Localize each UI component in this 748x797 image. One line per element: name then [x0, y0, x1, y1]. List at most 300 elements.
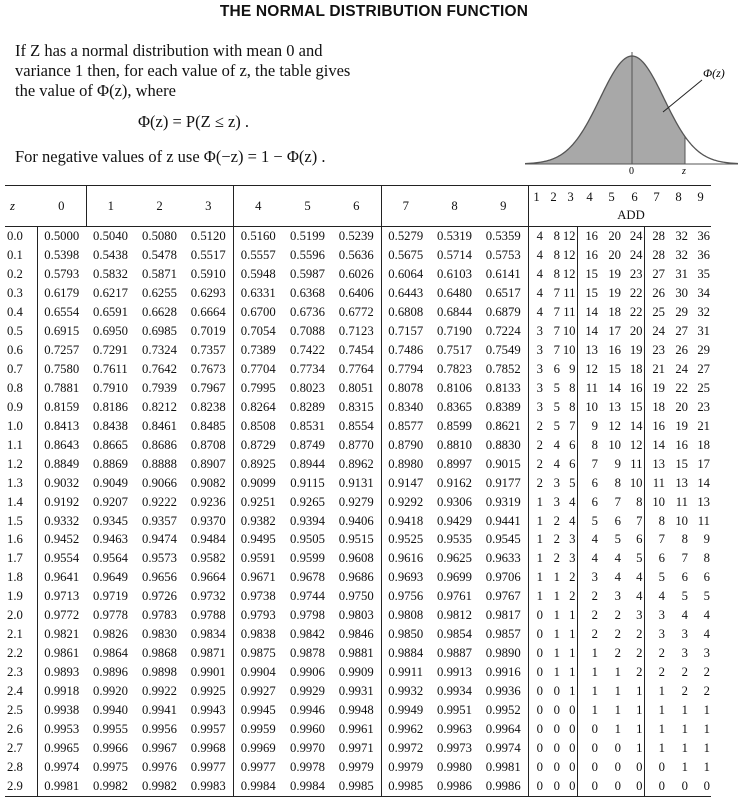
probability-cell: 0.5279 [388, 228, 424, 243]
probability-cell: 0.8686 [142, 437, 177, 452]
probability-cell: 0.9925 [184, 682, 233, 701]
add-cell: 0 [553, 760, 560, 775]
probability-cell: 0.5596 [290, 247, 325, 262]
probability-cell: 0.6700 [240, 304, 276, 319]
add-cell: 11 [585, 380, 598, 395]
z-value: 0.2 [5, 265, 37, 284]
z-value: 0.0 [5, 227, 37, 246]
add-cell: 24 [621, 246, 644, 265]
probability-cell: 0.7257 [44, 342, 80, 357]
add-cell: 2 [560, 587, 577, 606]
probability-cell: 0.9846 [332, 625, 381, 644]
probability-cell: 0.9115 [290, 475, 325, 490]
probability-cell: 0.6591 [93, 304, 128, 319]
probability-cell: 0.8023 [290, 380, 325, 395]
probability-cell: 0.8289 [290, 399, 325, 414]
probability-cell: 0.7611 [93, 361, 128, 376]
add-cell: 1 [560, 625, 577, 644]
probability-cell: 0.9916 [479, 663, 528, 682]
probability-cell: 0.5793 [44, 266, 80, 281]
probability-cell: 0.9881 [332, 644, 381, 663]
z-value: 0.3 [5, 284, 37, 303]
add-cell: 4 [703, 608, 710, 623]
probability-cell: 0.9979 [332, 758, 381, 777]
add-cell: 2 [614, 646, 621, 661]
probability-cell: 0.9099 [240, 475, 276, 490]
table-row [5, 777, 711, 796]
probability-cell: 0.8531 [290, 418, 325, 433]
add-cell: 0 [658, 779, 665, 794]
probability-cell: 0.9857 [479, 625, 528, 644]
probability-cell: 0.9783 [142, 608, 177, 623]
add-cell: 7 [553, 342, 560, 357]
probability-cell: 0.9982 [142, 779, 177, 794]
probability-cell: 0.9808 [388, 608, 424, 623]
phi-pointer-line [663, 80, 702, 112]
add-cell: 1 [536, 494, 543, 509]
probability-cell: 0.8708 [184, 436, 233, 455]
add-cell: 4 [553, 456, 560, 471]
probability-cell: 0.8315 [332, 398, 381, 417]
probability-cell: 0.9599 [290, 551, 325, 566]
probability-cell: 0.9946 [290, 703, 325, 718]
probability-cell: 0.9744 [290, 589, 325, 604]
add-cell: 11 [652, 475, 665, 490]
probability-cell: 0.9961 [332, 720, 381, 739]
z-value: 2.3 [5, 663, 37, 682]
add-cell: 4 [536, 304, 543, 319]
add-cell: 3 [681, 646, 688, 661]
add-cell: 0 [560, 720, 577, 739]
add-cell: 3 [658, 608, 665, 623]
add-cell: 0 [553, 684, 560, 699]
add-column-header: 8 [675, 190, 682, 204]
probability-cell: 0.8599 [437, 418, 472, 433]
probability-cell: 0.9977 [184, 758, 233, 777]
z-value: 2.5 [5, 701, 37, 720]
probability-cell: 0.8051 [332, 379, 381, 398]
add-cell: 0 [536, 703, 543, 718]
add-cell: 3 [553, 475, 560, 490]
probability-cell: 0.9934 [437, 684, 472, 699]
probability-cell: 0.5714 [437, 247, 472, 262]
probability-cell: 0.9192 [44, 494, 80, 509]
add-cell: 15 [675, 456, 688, 471]
add-cell: 1 [560, 644, 577, 663]
add-cell: 6 [591, 494, 598, 509]
probability-cell: 0.9887 [437, 646, 472, 661]
add-cell: 1 [681, 703, 688, 718]
probability-cell: 0.9495 [240, 532, 276, 547]
add-cell: 7 [681, 551, 688, 566]
add-cell: 14 [585, 304, 598, 319]
z-value: 1.3 [5, 474, 37, 493]
probability-cell: 0.9931 [332, 682, 381, 701]
probability-cell: 0.9082 [184, 474, 233, 493]
add-cell: 4 [703, 627, 710, 642]
probability-cell: 0.9750 [332, 587, 381, 606]
add-cell: 1 [591, 684, 598, 699]
add-cell: 0 [553, 703, 560, 718]
shaded-area [525, 56, 685, 164]
probability-cell: 0.9884 [388, 646, 424, 661]
probability-cell: 0.8365 [437, 399, 472, 414]
column-header: 9 [479, 186, 528, 227]
probability-cell: 0.8810 [437, 437, 472, 452]
add-cell: 4 [621, 587, 644, 606]
probability-cell: 0.9803 [332, 606, 381, 625]
add-cell: 4 [536, 228, 543, 243]
probability-cell: 0.7764 [332, 360, 381, 379]
add-cell: 25 [697, 380, 710, 395]
probability-cell: 0.9929 [290, 684, 325, 699]
add-cell: 7 [591, 456, 598, 471]
add-cell: 8 [553, 247, 560, 262]
add-cell: 1 [553, 608, 560, 623]
z-value: 0.7 [5, 360, 37, 379]
probability-cell: 0.9952 [479, 701, 528, 720]
probability-cell: 0.9838 [240, 627, 276, 642]
z-value: 2.1 [5, 625, 37, 644]
probability-cell: 0.9452 [44, 532, 80, 547]
column-header: 6 [332, 186, 381, 227]
add-cell: 2 [536, 418, 543, 433]
probability-cell: 0.9573 [142, 551, 177, 566]
add-cell: 10 [560, 322, 577, 341]
probability-cell: 0.7019 [184, 322, 233, 341]
add-cell: 7 [658, 532, 665, 547]
add-cell: 19 [675, 418, 688, 433]
probability-cell: 0.9265 [290, 494, 325, 509]
probability-cell: 0.9951 [437, 703, 472, 718]
add-cell: 3 [591, 570, 598, 585]
probability-cell: 0.5517 [184, 246, 233, 265]
add-column-header: 9 [697, 190, 704, 204]
table-row [5, 455, 711, 474]
add-cell: 4 [536, 285, 543, 300]
probability-cell: 0.9976 [142, 760, 177, 775]
add-cell: 28 [652, 228, 665, 243]
add-cell: 4 [614, 551, 621, 566]
probability-cell: 0.7123 [332, 322, 381, 341]
probability-cell: 0.9463 [93, 532, 128, 547]
probability-cell: 0.8643 [44, 437, 80, 452]
add-cell: 4 [536, 247, 543, 262]
probability-cell: 0.8078 [388, 380, 424, 395]
probability-cell: 0.7734 [290, 361, 325, 376]
probability-cell: 0.6844 [437, 304, 472, 319]
probability-cell: 0.9977 [240, 760, 276, 775]
add-cell: 3 [536, 361, 543, 376]
add-cell: 8 [703, 551, 710, 566]
add-cell: 8 [681, 532, 688, 547]
probability-cell: 0.7673 [184, 360, 233, 379]
probability-cell: 0.9906 [290, 665, 325, 680]
add-cell: 20 [675, 399, 688, 414]
add-cell: 1 [614, 665, 621, 680]
probability-cell: 0.9207 [93, 494, 128, 509]
probability-cell: 0.9633 [479, 549, 528, 568]
add-cell: 1 [703, 741, 710, 756]
probability-cell: 0.9535 [437, 532, 472, 547]
column-header: 5 [304, 198, 311, 213]
probability-cell: 0.9957 [184, 720, 233, 739]
z-value: 1.6 [5, 531, 37, 550]
probability-cell: 0.9893 [44, 665, 80, 680]
probability-cell: 0.6406 [332, 284, 381, 303]
add-cell: 0 [614, 760, 621, 775]
probability-cell: 0.8790 [388, 437, 424, 452]
probability-cell: 0.9896 [93, 665, 128, 680]
probability-cell: 0.8389 [479, 398, 528, 417]
add-header-label: ADD [617, 208, 645, 222]
probability-cell: 0.8830 [479, 436, 528, 455]
add-cell: 29 [697, 342, 710, 357]
add-cell: 6 [560, 436, 577, 455]
probability-cell: 0.9922 [142, 684, 177, 699]
probability-cell: 0.7454 [332, 341, 381, 360]
add-cell: 4 [614, 570, 621, 585]
z-value: 1.7 [5, 549, 37, 568]
probability-cell: 0.9983 [184, 777, 233, 796]
probability-cell: 0.9564 [93, 551, 128, 566]
probability-cell: 0.8770 [332, 436, 381, 455]
add-cell: 0 [536, 646, 543, 661]
add-cell: 4 [658, 589, 665, 604]
probability-cell: 0.9959 [240, 722, 276, 737]
probability-cell: 0.5910 [184, 265, 233, 284]
probability-cell: 0.7517 [437, 342, 472, 357]
probability-cell: 0.8264 [240, 399, 276, 414]
probability-cell: 0.9974 [479, 739, 528, 758]
add-cell: 9 [560, 360, 577, 379]
probability-cell: 0.9842 [290, 627, 325, 642]
add-cell: 5 [560, 474, 577, 493]
probability-cell: 0.9484 [184, 531, 233, 550]
z-value: 2.4 [5, 682, 37, 701]
column-header: 1 [107, 198, 114, 213]
probability-cell: 0.9441 [479, 512, 528, 531]
add-cell: 1 [658, 684, 665, 699]
probability-cell: 0.9830 [142, 627, 177, 642]
add-cell: 4 [621, 568, 644, 587]
probability-cell: 0.5000 [44, 228, 80, 243]
probability-cell: 0.6443 [388, 285, 424, 300]
add-cell: 0 [536, 665, 543, 680]
zero-label: 0 [629, 166, 634, 177]
probability-cell: 0.9890 [479, 644, 528, 663]
z-value: 1.1 [5, 436, 37, 455]
add-cell: 1 [621, 682, 644, 701]
probability-cell: 0.9505 [290, 532, 325, 547]
add-cell: 0 [560, 701, 577, 720]
add-cell: 19 [652, 380, 665, 395]
table-body [5, 227, 711, 797]
probability-cell: 0.9788 [184, 606, 233, 625]
probability-cell: 0.8980 [388, 456, 424, 471]
probability-cell: 0.9978 [290, 760, 325, 775]
add-cell: 11 [560, 284, 577, 303]
probability-cell: 0.8461 [142, 418, 177, 433]
add-cell: 29 [675, 304, 688, 319]
probability-cell: 0.9984 [240, 779, 276, 794]
probability-cell: 0.9948 [332, 701, 381, 720]
probability-cell: 0.7224 [479, 322, 528, 341]
add-cell: 12 [560, 265, 577, 284]
add-cell: 4 [553, 437, 560, 452]
add-cell: 31 [675, 266, 688, 281]
add-cell: 20 [621, 322, 644, 341]
table-row [5, 227, 711, 246]
add-cell: 8 [553, 228, 560, 243]
probability-cell: 0.8849 [44, 456, 80, 471]
add-cell: 6 [560, 455, 577, 474]
add-cell: 1 [614, 722, 621, 737]
probability-cell: 0.9066 [142, 475, 177, 490]
intro-line-2: variance 1 then, for each value of z, the table gives [15, 61, 351, 80]
probability-cell: 0.6664 [184, 303, 233, 322]
probability-cell: 0.9671 [240, 570, 276, 585]
add-cell: 1 [621, 720, 644, 739]
probability-cell: 0.9812 [437, 608, 472, 623]
add-header-cell [528, 186, 711, 227]
probability-cell: 0.8485 [184, 417, 233, 436]
probability-cell: 0.9979 [388, 760, 424, 775]
probability-cell: 0.9943 [184, 701, 233, 720]
probability-cell: 0.9664 [184, 568, 233, 587]
add-cell: 7 [560, 417, 577, 436]
add-cell: 7 [614, 494, 621, 509]
add-cell: 1 [681, 760, 688, 775]
add-cell: 10 [652, 494, 665, 509]
add-cell: 0 [621, 777, 644, 796]
table-header [5, 186, 711, 227]
probability-cell: 0.6179 [44, 285, 80, 300]
probability-cell: 0.9131 [332, 474, 381, 493]
add-cell: 32 [697, 304, 710, 319]
probability-cell: 0.9147 [388, 475, 424, 490]
add-cell: 2 [536, 475, 543, 490]
probability-cell: 0.9177 [479, 474, 528, 493]
probability-cell: 0.9015 [479, 455, 528, 474]
add-cell: 24 [675, 361, 688, 376]
z-value: 1.0 [5, 417, 37, 436]
probability-cell: 0.7088 [290, 323, 325, 338]
probability-cell: 0.9971 [332, 739, 381, 758]
probability-cell: 0.5557 [240, 247, 276, 262]
add-cell: 0 [553, 741, 560, 756]
add-cell: 3 [536, 399, 543, 414]
z-value: 2.8 [5, 758, 37, 777]
probability-cell: 0.8508 [240, 418, 276, 433]
add-cell: 12 [621, 436, 644, 455]
negative-values-note: For negative values of z use Φ(−z) = 1 − Φ(z) . [15, 147, 326, 166]
probability-cell: 0.5753 [479, 246, 528, 265]
probability-cell: 0.7291 [93, 342, 128, 357]
probability-cell: 0.9306 [437, 494, 472, 509]
add-cell: 1 [591, 703, 598, 718]
probability-cell: 0.8340 [388, 399, 424, 414]
probability-cell: 0.5120 [184, 227, 233, 246]
probability-cell: 0.8925 [240, 456, 276, 471]
probability-cell: 0.8665 [93, 437, 128, 452]
add-cell: 1 [553, 570, 560, 585]
add-cell: 1 [658, 722, 665, 737]
probability-cell: 0.7190 [437, 323, 472, 338]
probability-cell: 0.9292 [388, 494, 424, 509]
z-value: 2.2 [5, 644, 37, 663]
probability-cell: 0.9878 [290, 646, 325, 661]
add-cell: 13 [652, 456, 665, 471]
add-cell: 23 [621, 265, 644, 284]
add-cell: 0 [553, 779, 560, 794]
add-cell: 4 [681, 608, 688, 623]
add-cell: 8 [658, 513, 665, 528]
probability-cell: 0.5675 [388, 247, 424, 262]
add-cell: 3 [621, 606, 644, 625]
probability-cell: 0.8186 [93, 399, 128, 414]
probability-cell: 0.9332 [44, 513, 80, 528]
probability-cell: 0.6141 [479, 265, 528, 284]
probability-cell: 0.6628 [142, 304, 177, 319]
probability-cell: 0.9370 [184, 512, 233, 531]
probability-cell: 0.6985 [142, 323, 177, 338]
probability-cell: 0.9545 [479, 531, 528, 550]
add-cell: 1 [614, 703, 621, 718]
add-cell: 11 [675, 494, 688, 509]
add-cell: 8 [560, 398, 577, 417]
add-cell: 26 [675, 342, 688, 357]
probability-cell: 0.6064 [388, 266, 424, 281]
probability-cell: 0.9345 [93, 513, 128, 528]
add-cell: 0 [591, 722, 598, 737]
normal-curve-figure [525, 42, 740, 177]
intro-text [15, 41, 515, 166]
probability-cell: 0.9793 [240, 608, 276, 623]
probability-cell: 0.7910 [93, 380, 128, 395]
probability-cell: 0.9525 [388, 532, 424, 547]
add-cell: 8 [591, 437, 598, 452]
add-cell: 19 [608, 285, 621, 300]
add-cell: 2 [591, 627, 598, 642]
add-cell: 18 [608, 304, 621, 319]
add-cell: 17 [697, 456, 710, 471]
column-header: 8 [451, 198, 458, 213]
add-column-header: 6 [631, 190, 638, 204]
probability-cell: 0.7422 [290, 342, 325, 357]
z-value: 1.5 [5, 512, 37, 531]
add-cell: 32 [675, 247, 688, 262]
add-cell: 7 [553, 285, 560, 300]
probability-cell: 0.6808 [388, 304, 424, 319]
column-header: 2 [156, 198, 163, 213]
table-row [5, 758, 711, 777]
add-cell: 4 [560, 512, 577, 531]
probability-cell: 0.6293 [184, 284, 233, 303]
probability-cell: 0.9382 [240, 513, 276, 528]
add-cell: 3 [681, 627, 688, 642]
probability-cell: 0.9854 [437, 627, 472, 642]
add-cell: 18 [652, 399, 665, 414]
probability-cell: 0.8962 [332, 455, 381, 474]
add-cell: 2 [536, 437, 543, 452]
add-cell: 9 [614, 456, 621, 471]
probability-cell: 0.9909 [332, 663, 381, 682]
probability-cell: 0.7054 [240, 323, 276, 338]
add-cell: 16 [652, 418, 665, 433]
definition-formula: Φ(z) = P(Z ≤ z) . [138, 112, 250, 131]
normal-distribution-table [5, 185, 711, 797]
